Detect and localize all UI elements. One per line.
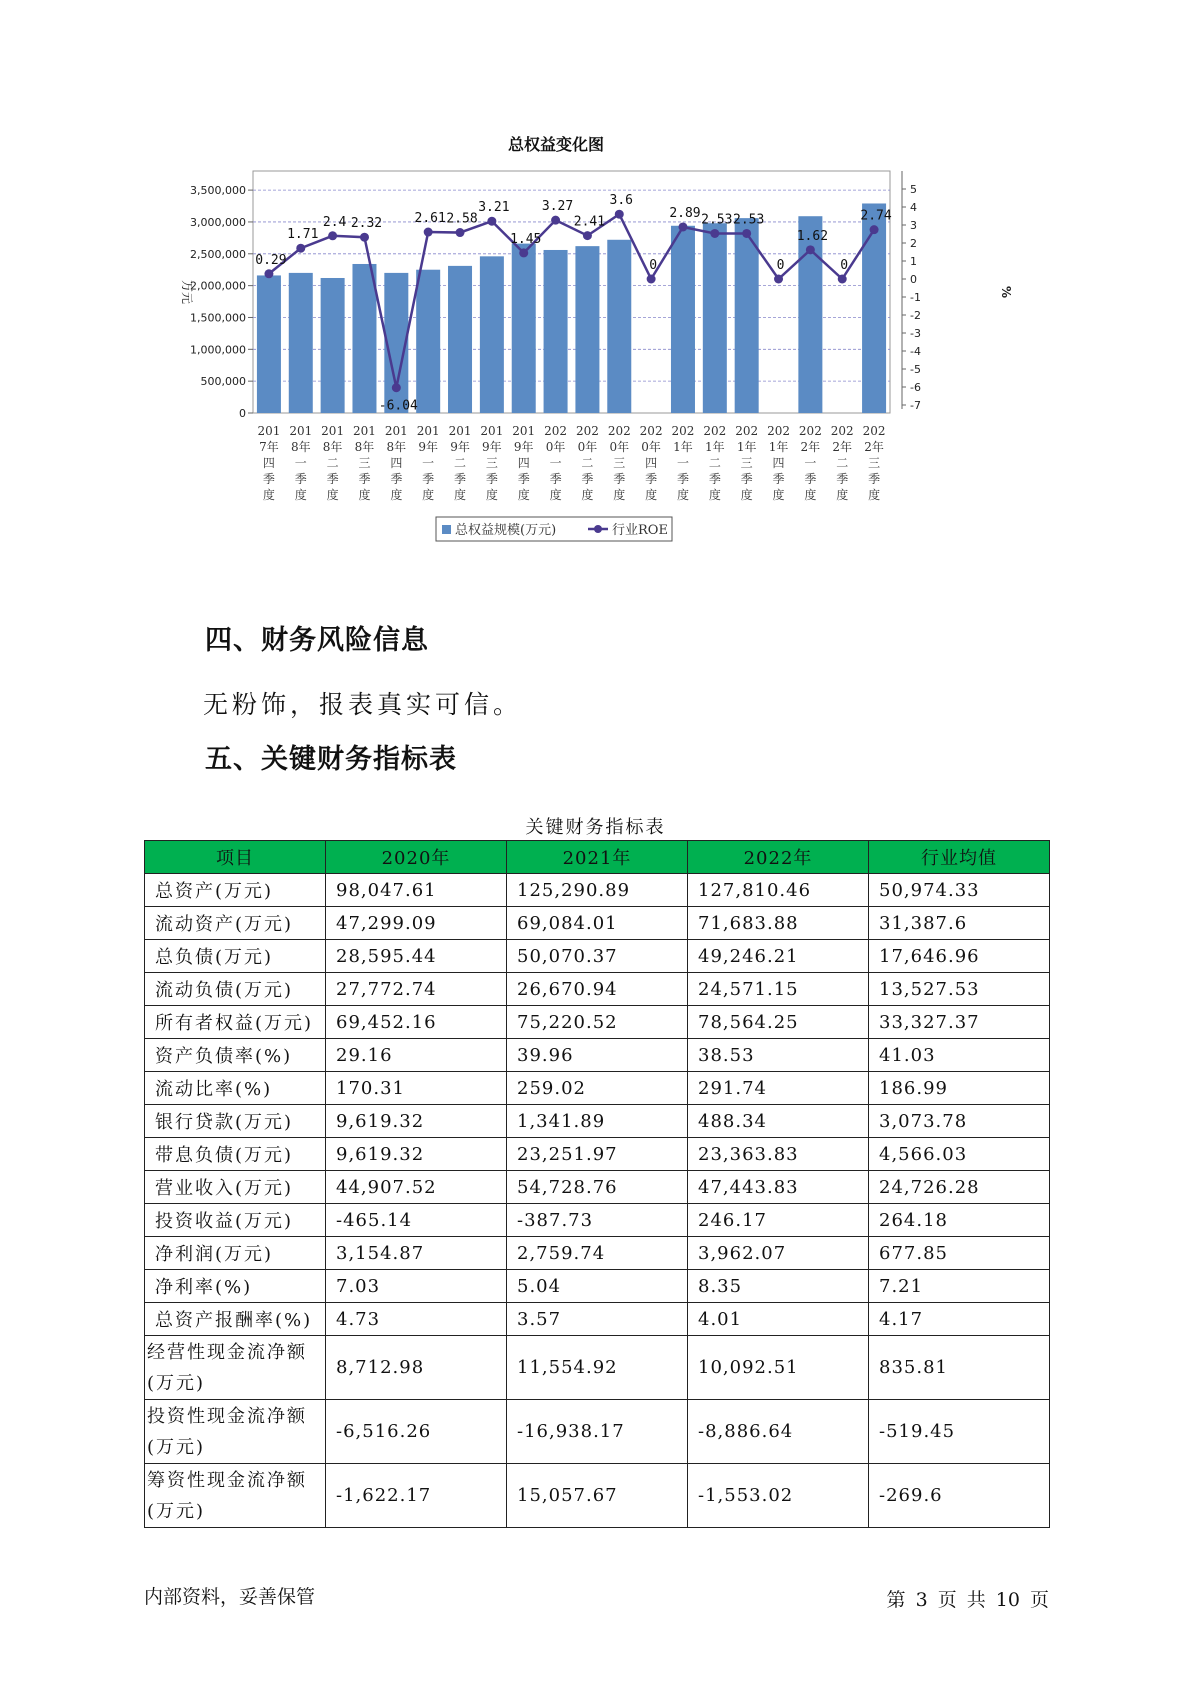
section-four-title: 四、财务风险信息 (205, 625, 429, 656)
roe-point (392, 383, 401, 392)
roe-data-label: 1.62 (796, 228, 829, 244)
left-tick-label: 2,000,000 (190, 279, 246, 293)
roe-data-label: 2.58 (446, 211, 478, 227)
header-item: 项目 (145, 841, 326, 874)
roe-data-label: 0 (649, 258, 658, 273)
row-value: 50,070.37 (507, 940, 688, 973)
right-tick-label: 2 (910, 237, 917, 250)
row-value: 24,571.15 (688, 973, 869, 1006)
right-tick-label: 1 (910, 255, 917, 268)
row-value: 1,341.89 (507, 1105, 688, 1138)
legend-line-label: 行业ROE (612, 523, 668, 538)
row-value: 69,084.01 (507, 907, 688, 940)
table-row (145, 1270, 1050, 1303)
row-label: 投资收益(万元) (145, 1204, 326, 1237)
row-value: 677.85 (869, 1237, 1050, 1270)
row-value: 835.81 (869, 1336, 1050, 1400)
bar (289, 273, 313, 413)
category-label: 202 0年二季度 (575, 424, 599, 502)
row-value: 8,712.98 (326, 1336, 507, 1400)
category-label: 202 2年二季度 (830, 424, 854, 502)
row-label: 银行贷款(万元) (145, 1105, 326, 1138)
roe-point (710, 229, 719, 238)
roe-point (487, 217, 496, 226)
row-value: 13,527.53 (869, 973, 1050, 1006)
row-value: -269.6 (869, 1464, 1050, 1528)
roe-point (742, 229, 751, 238)
category-label: 202 0年一季度 (544, 424, 568, 502)
row-label: 流动比率(%) (145, 1072, 326, 1105)
category-label: 201 9年三季度 (480, 424, 504, 502)
row-value: 3,154.87 (326, 1237, 507, 1270)
right-tick-label: 5 (910, 183, 917, 196)
category-label: 201 8年一季度 (289, 424, 313, 502)
row-value: 8.35 (688, 1270, 869, 1303)
row-value: 170.31 (326, 1072, 507, 1105)
table-row (145, 1400, 1050, 1464)
right-tick-label: -2 (910, 309, 921, 322)
category-label: 202 0年三季度 (607, 424, 631, 502)
roe-point (519, 248, 528, 257)
row-label: 总负债(万元) (145, 940, 326, 973)
row-value: 78,564.25 (688, 1006, 869, 1039)
table-row (145, 907, 1050, 940)
left-tick-label: 3,500,000 (190, 184, 246, 198)
roe-data-label: 1.45 (510, 231, 542, 247)
roe-point (678, 222, 687, 231)
roe-data-label: 2.74 (860, 208, 892, 224)
row-value: 27,772.74 (326, 973, 507, 1006)
table-row (145, 940, 1050, 973)
row-value: -1,622.17 (326, 1464, 507, 1528)
roe-data-label: 2.53 (701, 212, 733, 228)
row-value: 33,327.37 (869, 1006, 1050, 1039)
row-value: 28,595.44 (326, 940, 507, 973)
category-label: 202 1年三季度 (735, 424, 759, 502)
legend-line-marker (594, 525, 602, 533)
row-value: 41.03 (869, 1039, 1050, 1072)
table-row (145, 1464, 1050, 1528)
chart-title: 总权益变化图 (507, 135, 605, 154)
category-label: 202 2年三季度 (862, 424, 886, 502)
bar (544, 250, 568, 413)
category-label: 202 0年四季度 (639, 424, 663, 502)
row-value: 3.57 (507, 1303, 688, 1336)
table-row (145, 1336, 1050, 1400)
row-value: 23,251.97 (507, 1138, 688, 1171)
row-label: 净利率(%) (145, 1270, 326, 1303)
table-row (145, 1072, 1050, 1105)
left-tick-label: 500,000 (200, 375, 246, 389)
roe-point (774, 275, 783, 284)
row-label: 带息负债(万元) (145, 1138, 326, 1171)
right-tick-label: 0 (910, 273, 917, 286)
category-label: 201 9年二季度 (448, 424, 472, 502)
roe-point (296, 244, 305, 253)
row-value: 5.04 (507, 1270, 688, 1303)
category-label: 202 2年一季度 (798, 424, 822, 502)
header-2021: 2021年 (507, 841, 688, 874)
roe-data-label: 2.4 (322, 214, 347, 230)
row-label: 净利润(万元) (145, 1237, 326, 1270)
roe-data-label: 3.27 (541, 199, 574, 215)
row-label: 营业收入(万元) (145, 1171, 326, 1204)
table-row (145, 973, 1050, 1006)
roe-data-label: 0 (776, 258, 785, 273)
table-row (145, 1039, 1050, 1072)
bar (416, 270, 440, 413)
row-value: 7.03 (326, 1270, 507, 1303)
footer-confidential: 内部资料，妥善保管 (144, 1586, 316, 1608)
row-value: 23,363.83 (688, 1138, 869, 1171)
row-value: 15,057.67 (507, 1464, 688, 1528)
row-value: 4.01 (688, 1303, 869, 1336)
category-label: 201 8年二季度 (321, 424, 345, 502)
row-value: 47,299.09 (326, 907, 507, 940)
table-row (145, 1303, 1050, 1336)
row-label: 筹资性现金流净额(万元) (145, 1464, 326, 1528)
table-body (145, 874, 1050, 1528)
bar (671, 226, 695, 413)
category-label: 201 8年三季度 (353, 424, 376, 502)
roe-data-label: 2.41 (573, 214, 606, 230)
header-industry-avg: 行业均值 (869, 841, 1050, 874)
bar (480, 256, 504, 413)
row-label: 投资性现金流净额(万元) (145, 1400, 326, 1464)
row-value: 3,962.07 (688, 1237, 869, 1270)
row-label: 流动资产(万元) (145, 907, 326, 940)
row-value: -519.45 (869, 1400, 1050, 1464)
row-value: 2,759.74 (507, 1237, 688, 1270)
row-label: 总资产(万元) (145, 874, 326, 907)
row-value: 4,566.03 (869, 1138, 1050, 1171)
right-tick-label: -6 (910, 381, 921, 394)
row-value: 47,443.83 (688, 1171, 869, 1204)
row-value: 488.34 (688, 1105, 869, 1138)
table-row (145, 1204, 1050, 1237)
row-value: 44,907.52 (326, 1171, 507, 1204)
bar (607, 240, 631, 413)
row-value: 31,387.6 (869, 907, 1050, 940)
header-2020: 2020年 (326, 841, 507, 874)
row-label: 资产负债率(%) (145, 1039, 326, 1072)
legend-bar-swatch (442, 525, 451, 534)
row-value: -1,553.02 (688, 1464, 869, 1528)
section-four-text: 无粉饰，报表真实可信。 (203, 690, 523, 719)
roe-data-label: -6.04 (378, 398, 418, 414)
row-value: 4.17 (869, 1303, 1050, 1336)
bar (862, 203, 886, 413)
roe-point (456, 228, 465, 237)
row-value: 26,670.94 (507, 973, 688, 1006)
roe-data-label: 2.61 (414, 211, 446, 227)
left-tick-label: 1,500,000 (190, 311, 246, 325)
category-label: 201 9年四季度 (512, 424, 536, 502)
row-value: 186.99 (869, 1072, 1050, 1105)
row-value: -16,938.17 (507, 1400, 688, 1464)
right-axis-title: % (999, 285, 1013, 299)
roe-point (264, 269, 273, 278)
roe-point (647, 275, 656, 284)
roe-data-label: 3.6 (609, 193, 634, 209)
right-tick-label: 4 (910, 201, 917, 214)
row-value: -8,886.64 (688, 1400, 869, 1464)
row-value: 10,092.51 (688, 1336, 869, 1400)
left-axis-title: 万元 (180, 279, 194, 305)
row-value: 71,683.88 (688, 907, 869, 940)
roe-point (806, 245, 815, 254)
row-value: 98,047.61 (326, 874, 507, 907)
category-label: 201 9年一季度 (416, 424, 440, 502)
row-value: 69,452.16 (326, 1006, 507, 1039)
roe-data-label: 1.71 (287, 227, 319, 243)
equity-chart (150, 135, 1040, 595)
bar (448, 266, 472, 413)
roe-point (360, 233, 369, 242)
row-value: 17,646.96 (869, 940, 1050, 973)
roe-point (870, 225, 879, 234)
category-label: 202 1年二季度 (703, 424, 727, 502)
table-header-row (145, 841, 1050, 874)
footer-page-number: 第 3 页 共 10 页 (886, 1589, 1049, 1611)
bar (321, 278, 345, 413)
row-label: 经营性现金流净额(万元) (145, 1336, 326, 1400)
row-value: 127,810.46 (688, 874, 869, 907)
table-row (145, 1006, 1050, 1039)
roe-data-label: 0.29 (255, 252, 287, 268)
roe-data-label: 2.89 (669, 205, 701, 221)
category-label: 201 8年四季度 (384, 424, 408, 502)
category-label: 202 1年四季度 (767, 424, 790, 502)
section-five-title: 五、关键财务指标表 (205, 744, 457, 775)
left-tick-label: 0 (239, 407, 246, 420)
right-tick-label: -1 (910, 291, 921, 304)
row-label: 所有者权益(万元) (145, 1006, 326, 1039)
row-value: 9,619.32 (326, 1105, 507, 1138)
row-value: 50,974.33 (869, 874, 1050, 907)
bar (575, 246, 599, 413)
bar (257, 275, 281, 413)
row-value: 4.73 (326, 1303, 507, 1336)
key-financial-table (144, 840, 1050, 1528)
row-value: -465.14 (326, 1204, 507, 1237)
table-row (145, 1171, 1050, 1204)
left-tick-label: 1,000,000 (190, 343, 246, 357)
roe-data-label: 2.32 (350, 216, 383, 232)
row-value: 246.17 (688, 1204, 869, 1237)
row-value: 264.18 (869, 1204, 1050, 1237)
row-value: 11,554.92 (507, 1336, 688, 1400)
row-value: 38.53 (688, 1039, 869, 1072)
right-tick-label: -4 (910, 345, 921, 358)
row-label: 流动负债(万元) (145, 973, 326, 1006)
row-value: 24,726.28 (869, 1171, 1050, 1204)
chart-canvas (150, 135, 1040, 595)
row-value: 29.16 (326, 1039, 507, 1072)
roe-point (583, 231, 592, 240)
table-row (145, 1138, 1050, 1171)
roe-point (424, 228, 433, 237)
table-row (145, 1105, 1050, 1138)
row-value: 3,073.78 (869, 1105, 1050, 1138)
legend-bar-label: 总权益规模(万元) (455, 523, 557, 538)
row-value: 259.02 (507, 1072, 688, 1105)
bar (703, 223, 727, 413)
roe-point (838, 275, 847, 284)
row-value: 291.74 (688, 1072, 869, 1105)
table-row (145, 1237, 1050, 1270)
row-label: 总资产报酬率(%) (145, 1303, 326, 1336)
bar (352, 264, 376, 413)
roe-point (615, 210, 624, 219)
table-row (145, 874, 1050, 907)
row-value: 7.21 (869, 1270, 1050, 1303)
row-value: 39.96 (507, 1039, 688, 1072)
row-value: 9,619.32 (326, 1138, 507, 1171)
roe-point (551, 216, 560, 225)
roe-data-label: 3.21 (478, 200, 510, 216)
category-label: 201 7年四季度 (257, 424, 281, 502)
left-tick-label: 2,500,000 (190, 247, 246, 261)
table-caption: 关键财务指标表 (525, 817, 666, 838)
right-tick-label: 3 (910, 219, 917, 232)
row-value: -6,516.26 (326, 1400, 507, 1464)
row-value: 125,290.89 (507, 874, 688, 907)
right-tick-label: -5 (910, 363, 921, 376)
category-label: 202 1年一季度 (671, 424, 695, 502)
bar (512, 244, 536, 413)
row-value: 75,220.52 (507, 1006, 688, 1039)
header-2022: 2022年 (688, 841, 869, 874)
right-tick-label: -7 (910, 399, 921, 412)
roe-data-label: 0 (840, 258, 849, 273)
roe-data-label: 2.53 (733, 212, 765, 228)
row-value: 54,728.76 (507, 1171, 688, 1204)
left-tick-label: 3,000,000 (190, 215, 246, 229)
row-value: 49,246.21 (688, 940, 869, 973)
row-value: -387.73 (507, 1204, 688, 1237)
right-tick-label: -3 (910, 327, 921, 340)
roe-point (328, 231, 337, 240)
